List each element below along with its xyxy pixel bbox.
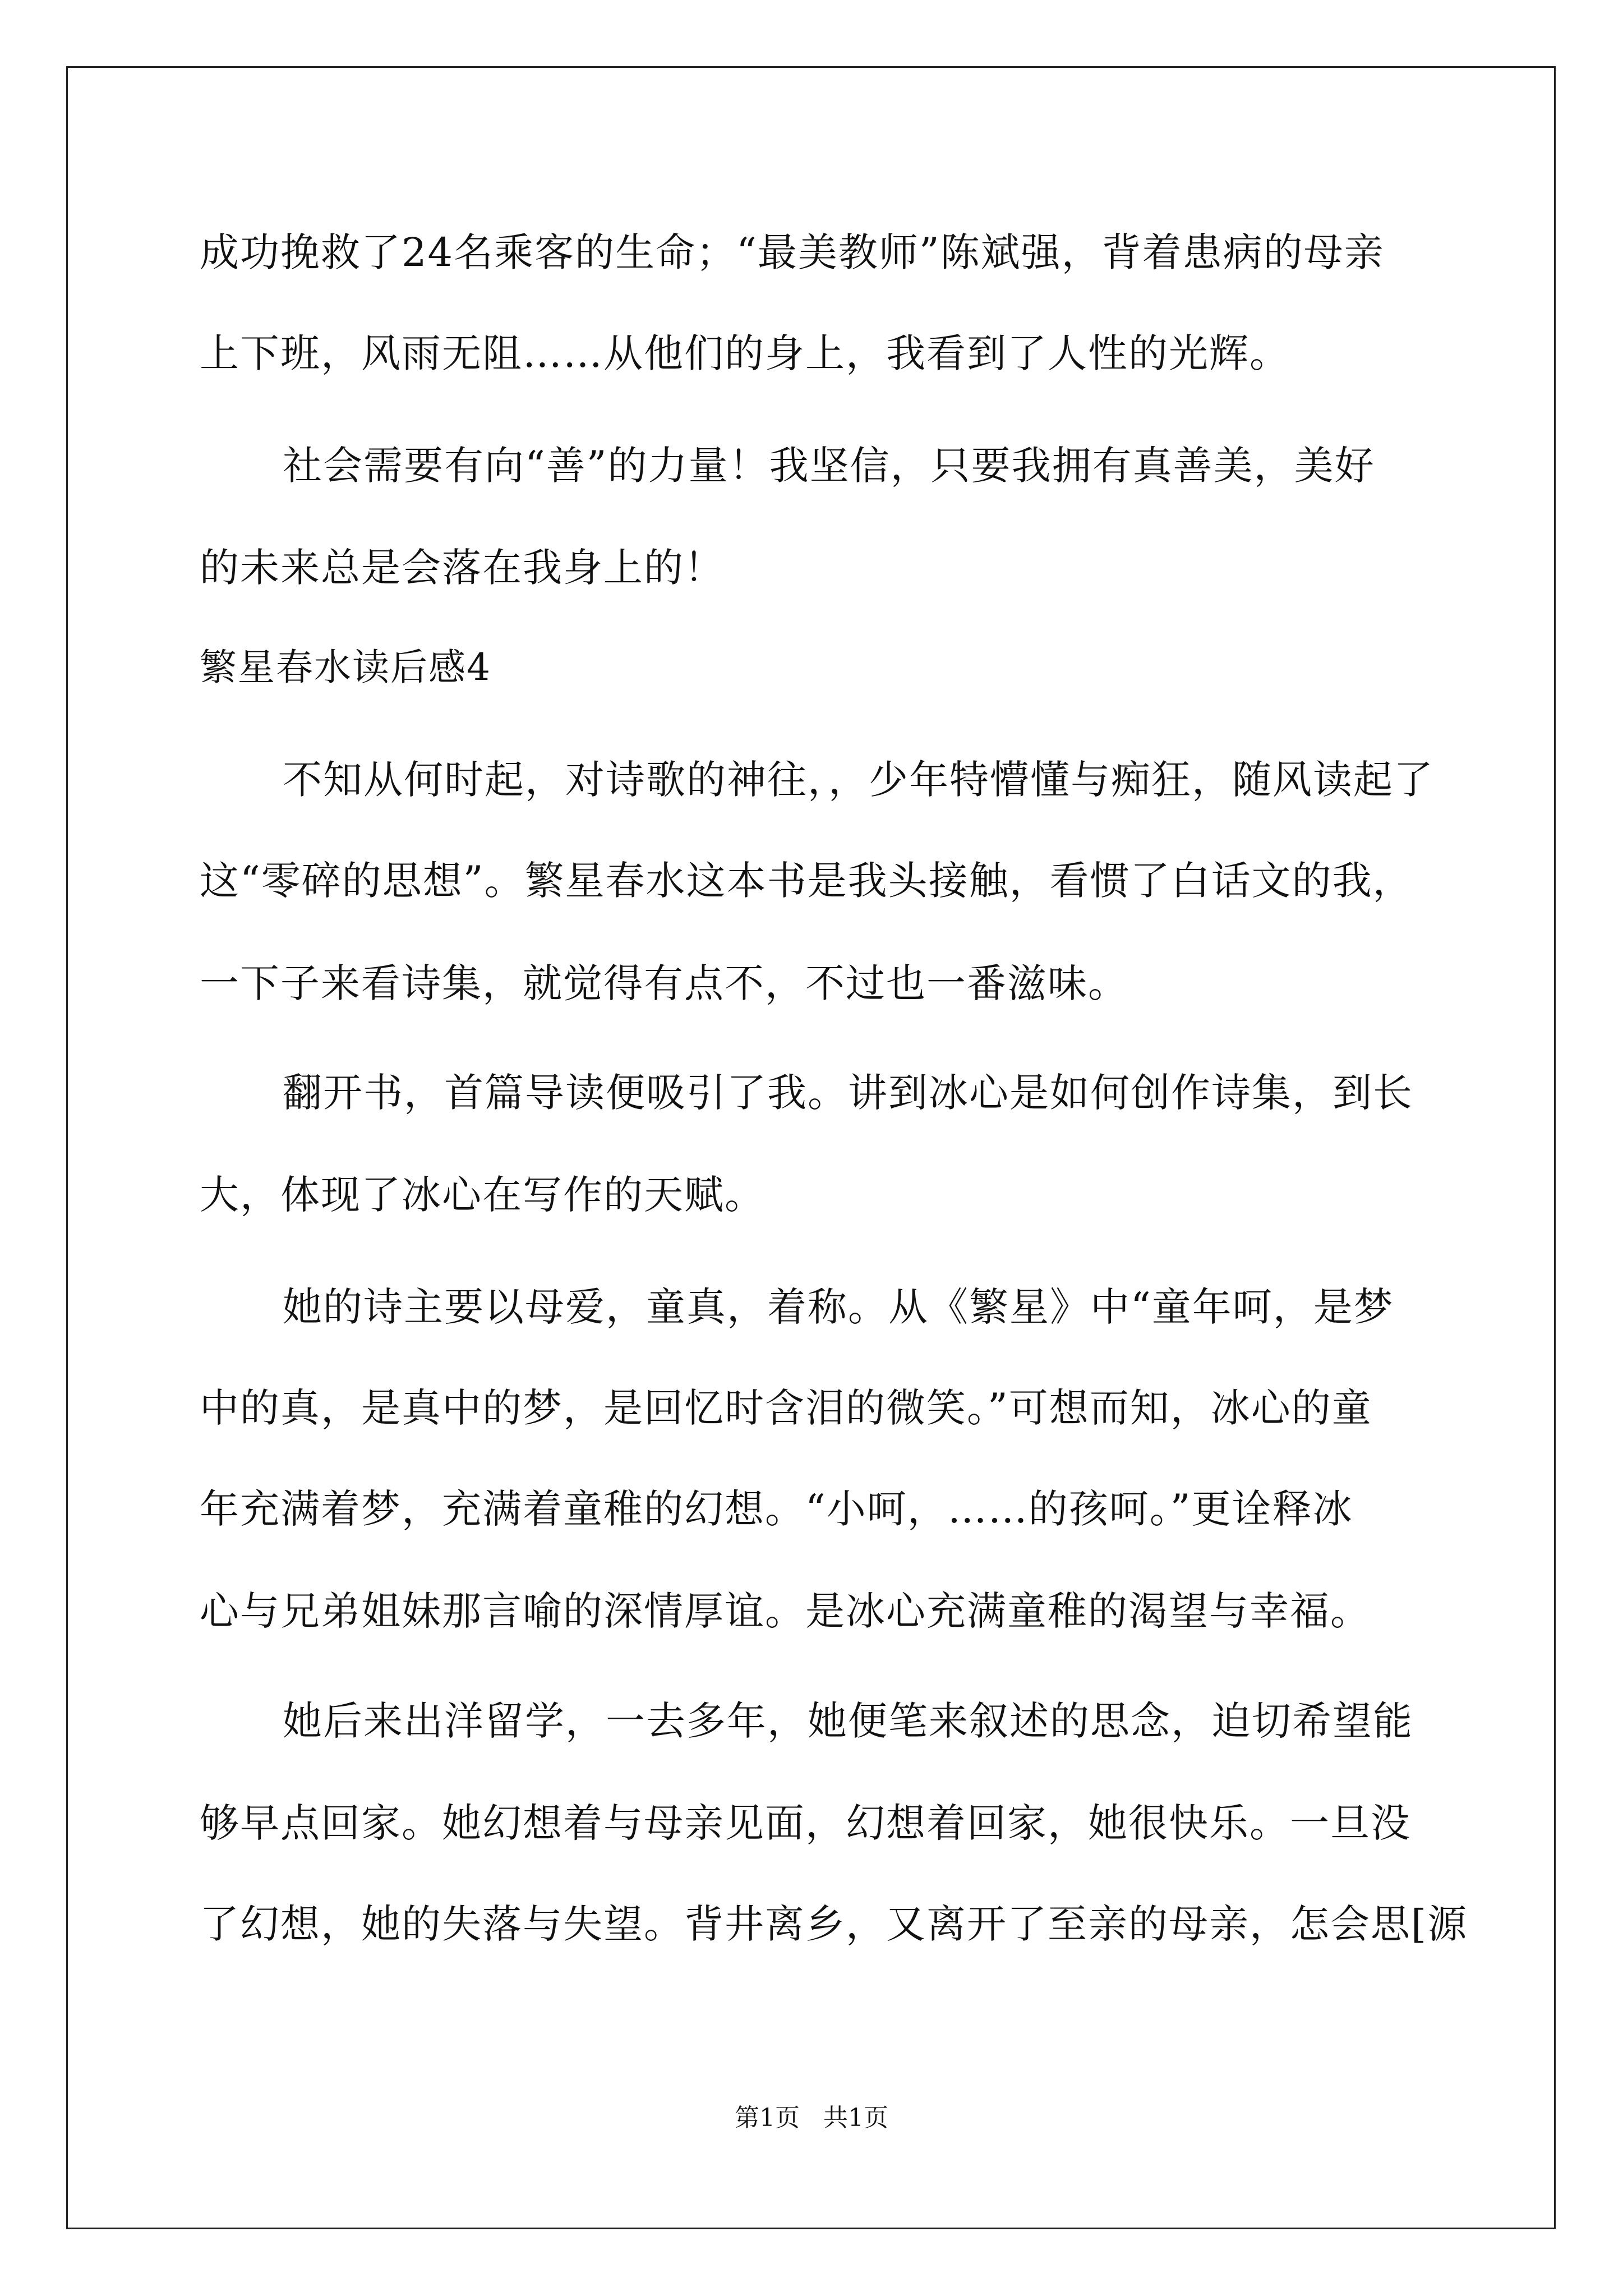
page-number-footer: 第1页 共1页 xyxy=(735,2104,888,2132)
body-text-line: 她的诗主要以母爱，童真，着称。从《繁星》中“童年呵，是梦 xyxy=(283,1284,1394,1330)
body-text-line: 上下班，风雨无阻……从他们的身上，我看到了人性的光辉。 xyxy=(200,330,1290,376)
body-text-line: 一下子来看诗集，就觉得有点不，不过也一番滋味。 xyxy=(200,960,1128,1006)
body-text-line: 中的真，是真中的梦，是回忆时含泪的微笑。”可想而知，冰心的童 xyxy=(200,1385,1372,1431)
section-heading: 繁星春水读后感4 xyxy=(200,646,491,689)
body-text-line: 大，体现了冰心在写作的天赋。 xyxy=(200,1172,765,1218)
body-text-line: 了幻想，她的失落与失望。背井离乡，又离开了至亲的母亲，怎会思[源 xyxy=(200,1901,1468,1947)
body-text-line: 年充满着梦，充满着童稚的幻想。“小呵，……的孩呵。”更诠释冰 xyxy=(200,1486,1353,1532)
body-text-line: 心与兄弟姐妹那言喻的深情厚谊。是冰心充满童稚的渴望与幸福。 xyxy=(200,1588,1371,1634)
body-text-line: 她后来出洋留学，一去多年，她便笔来叙述的思念，迫切希望能 xyxy=(283,1698,1413,1744)
body-text-line: 这“零碎的思想”。繁星春水这本书是我头接触，看惯了白话文的我， xyxy=(200,858,1413,904)
body-text-line: 社会需要有向“善”的力量！我坚信，只要我拥有真善美，美好 xyxy=(283,443,1375,489)
body-text-line: 不知从何时起，对诗歌的神往，，少年特懵懂与痴狂，随风读起了 xyxy=(283,757,1434,803)
body-text-line: 的未来总是会落在我身上的！ xyxy=(200,545,725,591)
body-text-line: 够早点回家。她幻想着与母亲见面，幻想着回家，她很快乐。一旦没 xyxy=(200,1800,1411,1846)
body-text-line: 翻开书，首篇导读便吸引了我。讲到冰心是如何创作诗集，到长 xyxy=(283,1070,1413,1116)
body-text-line: 成功挽救了24名乘客的生命；“最美教师”陈斌强，背着患病的母亲 xyxy=(200,229,1385,275)
